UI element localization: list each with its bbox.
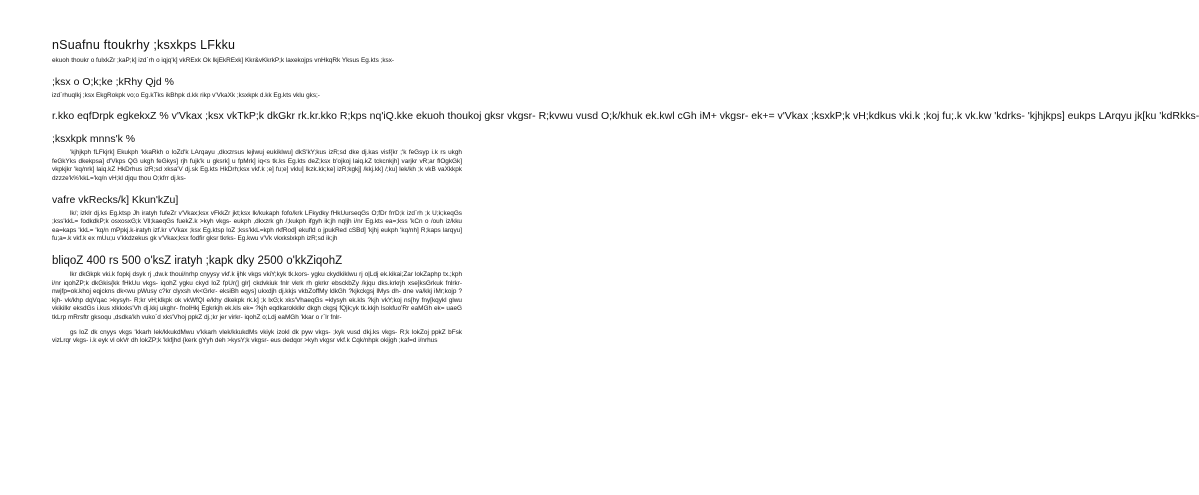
section-paragraph: gs loZ dk cnyys vkgs 'kkarh lek/kkukdMwu v'kkarh vlek/kkukdMs vkiyk izokl dk pyw vkgs- ;kyk vusd dkj.ks vkgs- R;k lokZoj ppkZ bFsk vizLrqr vkgs- i.k eyk vl okVr dh lokZP;k 'kkfjhd {kerk gYyh deh >kysY;k vkgsr- eus dedqor >kyh vkgsr vkf.k Cqk/nhpk okijgh ;kaf=d i/nrhus — [52, 328, 462, 345]
document-title: nSuafnu ftoukrhy ;ksxkps LFkku — [52, 38, 236, 52]
section-lead-paragraph — [52, 110, 1199, 123]
section-heading: ;ksxkpk mnns'k % — [52, 133, 136, 146]
section — [52, 76, 462, 101]
section — [52, 133, 462, 183]
section-paragraph: lk/; izklr dj.ks Eg.ktsp Jh iratyh fufeZr v'Vkax;ksx vFkkZr jkt;ksx lk/kukaph fofo/krk LFkydky fHkUurseqGs O;fDr frrD;k izd`rh ;k U;k;keqGs ;kss'kkL= fodkdkP;k osxosxG;k Vll;kaeqGs fuekZ.k >kyh vkgs- eukph ,dkxzrk gh /;kukph ifgyh ik;jh nqljh i/nr Eg.kts ea=;kss 'kCn o /ouh iz/kku ea=kaps 'kkL= 'kq/n mPpkj.k-iratyh izf.kr v'Vkax ;ksx Eg.ktsp loZ ;kss'kkL=kph rkfRod] ekufld o jpukRed cSBd] 'kjhj eukph 'kq/nh] R;kaps larqyu] fu;a=.k vkf.k ex mUu;u v'kkdzekus gk v'Vkax;ksx fodfir gksr tkrks- Eg.kwu v'Vk vkxkslxkph izR;sd ik;jh — [52, 209, 462, 243]
section — [52, 110, 1199, 123]
intro-paragraph: ekuoh thoukr o fulxkZr ;kaP;k] izd`rh o iqjq'k] vkRExk Ok lkjEkRExk] Kkr&vKkrkP;k laxekojps vnHkqRk Yksus Eg.kts ;ksx- — [52, 57, 395, 64]
document-page — [52, 38, 1199, 346]
section-heading-inline: r.kko eqfDrpk egkekxZ % v'Vkax ;ksx vkTkP;k dkGkr rk.kr.kko R;kps nq'iQ.kke ekuoh thoukoj gksr vkgsr- R;kvwu vusd O;k/khuk ek.kwl cGh iM+ vkgsr- ek+= v'Vkax ;ksxkP;k vH;kdkus vki.k ;koj fu;.k vk.kw 'kdrks- 'kjhjkps] eukps LArqyu jk[ku 'kdRkks- — [52, 110, 1199, 123]
section-heading: vafre vkRecks/k] Kkun'kZu] — [52, 193, 179, 206]
section — [52, 194, 462, 244]
section-paragraph: izd`rhuqlkj ;ksx EkgRokpk vo;o Eg.kTks ikBhpk d.kk rikp v'VkaXk ;ksxkpk d.kk Eg.kts vklu gks;- — [52, 91, 320, 99]
section-heading: bliqoZ 400 rs 500 o'ksZ iratyh ;kapk dky 2500 o'kkZiqohZ — [52, 254, 343, 267]
section — [52, 255, 462, 346]
section-heading: ;ksx o O;k;ke ;kRhy Qjd % — [52, 75, 174, 88]
section-paragraph: 'kjhjkph fLFkjrk] Ekukph 'kkaRkh o loZd'k LArqayu ,dkxzrsus lejlwuj eukiklwu] dkS'kY;kus izR;sd dke dj.kas visf{kr ;'k feGsyp i.k rs ukgh feGkYks dkekpsa] d'Vkps QG ukgh feGkys] rjh fujk'k u gksrk] u fpMrk] iq<s tk.ks Eg.kts deZ;ksx b'ojkoj laiq.kZ tckcnkjh] varjkr vR;ar flOgkGk] vkpkjkr 'kq/nrk] laiq.kZ HkDrhus izR;sd xksa'V dj.sk Eg.kts HkDrh;ksx vkf.k ;e] fu;e] vklu] lkzk.kk;ke] izR;kgkj] /kkj.kk] /;ku] lek/kh ;k vkB vaXkkpk dzzze'k%'kkL='kq/n vH;kl djqu thou O;kfrr dj.ks- — [52, 149, 462, 182]
section-paragraph: lkr dkGkpk vki.k fopkj dsyk rj ,dw.k thoui/nrhp cnyysy vkf.k ijhk vkgs vkiY;kyk tk.kors- ygku ckydkiklwu rj o|Ldj ek.kikai;Zar lokZaphp tx.;kph i/nr iqohZP;k dkGkis{kk fHkUu vkgs- iqohZ ygku ckyd loZ fpUr(] glr] ckdvkiuk fnlr vkrk rh gkrkr ebsckbZy /kjqu dks.krkrjh xse]ksGrkuk fnlrkr- nwjfp=ok.khoj eqjckns dk<wu pWusy c?kr clyxsh vk<Grkr- eksiBh eqys] ukxdjh dj.kkjs vkbZoffMy ldkGh ?kjkckgsj lMys dh- dne va/kkj iMr;kojp ?kjh- vk/khp dqVqac >kysyh- R;kr vH;klkpk ok vkWfQl e/khy dkekpk rk.k] ;k lxG;k xks'VhaeqGs =klysyh ek.kls ?kjh vkY;koj ns[hy fny[kqykl glwu vkikilkr eksdGs i.kus xlkkxks'Vh dj.kkj ukghr- fnolHkj Egkrkjh ek.kls ek= ?kjh eqdkarokklkr dkgh ckgsj fQjk;yk tk.kkjh lsokfuo'Rr eaMGh ek= uaeG tkLrp mRrsftr gksoqu ,dsdka'kh vuko`d xks'Vhoj ppkZ dj.;kr jer virkr- iqohZ o;Ldj eaMGh 'kkar o r`lr fnlr- — [52, 270, 462, 321]
